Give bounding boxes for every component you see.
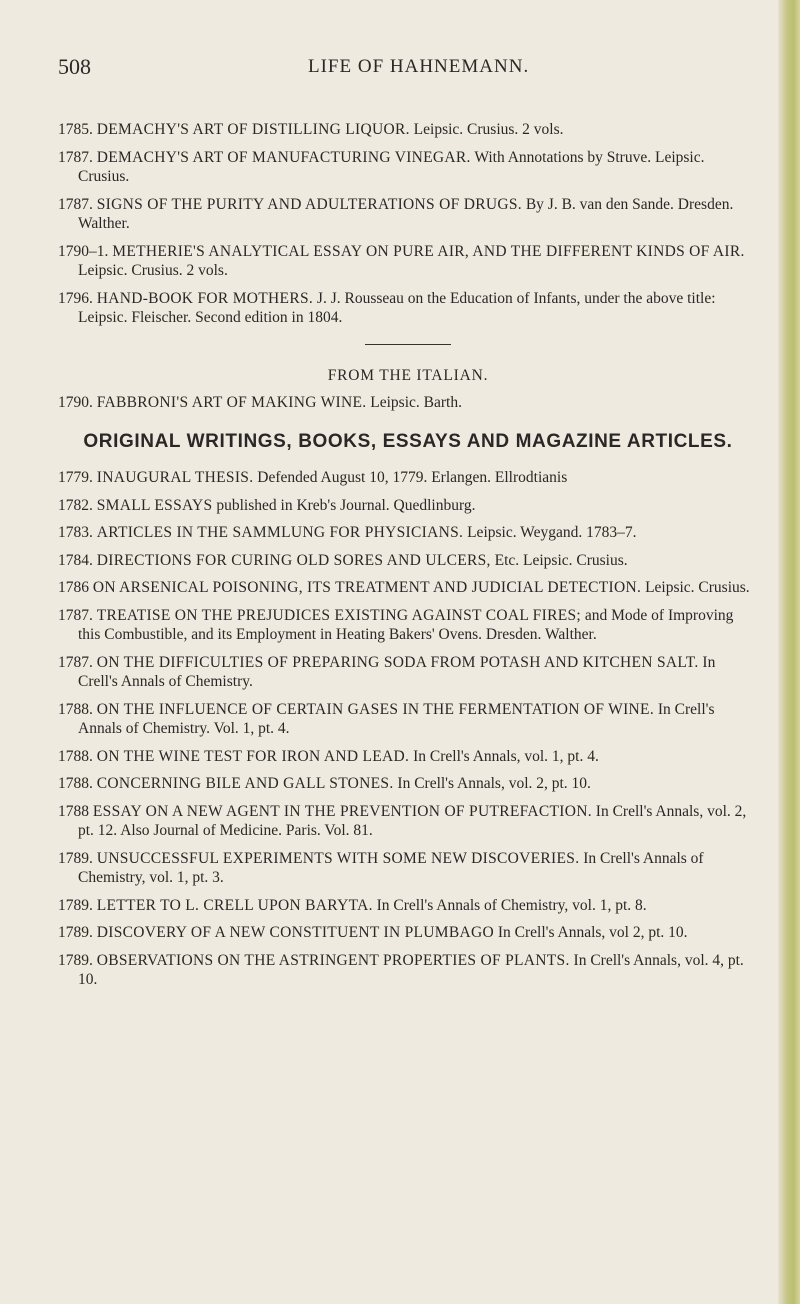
bibliography-entry xyxy=(58,148,758,187)
entry-details: In Crell's Annals of Chemistry, vol. 1, pt. 3. xyxy=(78,849,704,886)
bibliography-entry xyxy=(58,195,758,234)
entry-year: 1788 xyxy=(58,802,89,820)
entry-details: In Crell's Annals, vol. 1, pt. 4. xyxy=(413,747,599,765)
entry-details: In Crell's Annals, vol. 2, pt. 12. Also Journal of Medicine. Paris. Vol. 81. xyxy=(78,802,747,839)
entry-title: ON ARSENICAL POISONING, ITS TREATMENT AND JUDICIAL DETECTION. xyxy=(92,579,642,596)
entry-title: FABBRONI'S ART OF MAKING WINE. xyxy=(96,393,367,411)
entry-title: SMALL ESSAYS xyxy=(96,496,213,514)
entry-title: DEMACHY'S ART OF MANUFACTURING VINEGAR. xyxy=(96,148,471,166)
bibliography-entry xyxy=(58,551,758,571)
entry-title: ARTICLES IN THE SAMMLUNG FOR PHYSICIANS. xyxy=(96,524,464,541)
entry-title: ESSAY ON A NEW AGENT IN THE PREVENTION OF PUTREFACTION. xyxy=(92,802,592,820)
entry-details: With Annotations by Struve. Leipsic. Crusius. xyxy=(78,148,705,185)
page-header xyxy=(58,54,758,114)
bibliography-entry xyxy=(58,523,758,543)
italian-section-heading: FROM THE ITALIAN. xyxy=(327,366,489,384)
book-page xyxy=(58,0,758,998)
page-edge xyxy=(778,0,800,1304)
entry-details: In Crell's Annals, vol. 2, pt. 10. xyxy=(397,775,591,792)
entry-title: CONCERNING BILE AND GALL STONES. xyxy=(96,775,394,792)
bibliography-entry xyxy=(58,923,758,943)
entry-title: ON THE DIFFICULTIES OF PREPARING SODA FROM POTASH AND KITCHEN SALT. xyxy=(96,653,699,671)
entry-title: ON THE INFLUENCE OF CERTAIN GASES IN THE FERMENTATION OF WINE. xyxy=(96,700,654,718)
page-number: 508 xyxy=(58,54,91,79)
entry-year: 1790. xyxy=(58,393,93,411)
bibliography-entry xyxy=(58,774,758,794)
bibliography-entry xyxy=(58,700,758,739)
entry-details: J. J. Rousseau on the Education of Infants, under the above title: Leipsic. Fleischer. Second edition in 1804. xyxy=(78,289,716,326)
entry-details: and Mode of Improving this Combustible, and its Employment in Heating Bakers' Ovens. Dresden. Walther. xyxy=(78,606,734,643)
entry-year: 1782. xyxy=(58,496,93,514)
entry-year: 1787. xyxy=(58,195,93,213)
entry-title: OBSERVATIONS ON THE ASTRINGENT PROPERTIES OF PLANTS. xyxy=(96,951,570,969)
entry-year: 1783. xyxy=(58,524,93,541)
bibliography-entry xyxy=(58,606,758,645)
entry-year: 1789. xyxy=(58,951,93,969)
entry-title: ON THE WINE TEST FOR IRON AND LEAD. xyxy=(96,747,410,765)
entry-year: 1796. xyxy=(58,289,93,307)
entry-details: Etc. Leipsic. Crusius. xyxy=(494,551,628,569)
entry-year: 1787. xyxy=(58,148,93,166)
entry-year: 1788. xyxy=(58,775,93,792)
entry-year: 1789. xyxy=(58,924,93,941)
entry-details: Defended August 10, 1779. Erlangen. Ellrodtianis xyxy=(257,469,568,486)
entry-details: In Crell's Annals, vol 2, pt. 10. xyxy=(497,924,688,941)
bibliography-entry xyxy=(58,242,758,281)
entry-year: 1787. xyxy=(58,653,93,671)
entry-year: 1787. xyxy=(58,606,93,624)
entry-year: 1788. xyxy=(58,747,93,765)
german-translations-list xyxy=(58,120,758,328)
bibliography-entry xyxy=(58,747,758,767)
entry-year: 1786 xyxy=(58,579,89,596)
entry-details: Leipsic. Barth. xyxy=(370,393,462,411)
bibliography-entry xyxy=(58,653,758,692)
section-divider xyxy=(365,344,451,345)
entry-details: published in Kreb's Journal. Quedlinburg. xyxy=(216,496,476,514)
bibliography-entry xyxy=(58,849,758,888)
bibliography-entry xyxy=(58,578,758,598)
entry-details: Leipsic. Weygand. 1783–7. xyxy=(467,524,637,541)
original-writings-list xyxy=(58,468,758,990)
bibliography-entry xyxy=(58,802,758,841)
bibliography-entry xyxy=(58,468,758,488)
entry-title: DIRECTIONS FOR CURING OLD SORES AND ULCERS, xyxy=(96,551,491,569)
entry-details: In Crell's Annals of Chemistry. xyxy=(78,653,716,690)
bibliography-entry xyxy=(58,896,758,916)
entry-year: 1788. xyxy=(58,700,93,718)
entry-details: In Crell's Annals, vol. 4, pt. 10. xyxy=(78,951,744,988)
entry-details: In Crell's Annals of Chemistry, vol. 1, pt. 8. xyxy=(376,896,647,914)
entry-details: Leipsic. Crusius. 2 vols. xyxy=(413,121,564,138)
entry-title: METHERIE'S ANALYTICAL ESSAY ON PURE AIR, AND THE DIFFERENT KINDS OF AIR. xyxy=(112,242,745,260)
entry-year: 1784. xyxy=(58,551,93,569)
bibliography-entry xyxy=(58,393,758,413)
entry-year: 1785. xyxy=(58,121,93,138)
entry-year: 1789. xyxy=(58,849,93,867)
italian-translations-list xyxy=(58,393,758,413)
entry-year: 1779. xyxy=(58,469,93,486)
entry-year: 1789. xyxy=(58,896,93,914)
entry-title: SIGNS OF THE PURITY AND ADULTERATIONS OF DRUGS. xyxy=(96,195,522,213)
entry-title: INAUGURAL THESIS. xyxy=(96,469,254,486)
bibliography-entry xyxy=(58,496,758,516)
entry-title: LETTER TO L. CRELL UPON BARYTA. xyxy=(96,896,373,914)
entry-title: TREATISE ON THE PREJUDICES EXISTING AGAINST COAL FIRES; xyxy=(96,606,581,624)
running-head: LIFE OF HAHNEMANN. xyxy=(308,56,530,77)
entry-details: Leipsic. Crusius. 2 vols. xyxy=(78,262,228,279)
entry-details: By J. B. van den Sande. Dresden. Walther. xyxy=(78,195,734,232)
bibliography-entry xyxy=(58,951,758,990)
bibliography-entry xyxy=(58,120,758,140)
entry-details: In Crell's Annals of Chemistry. Vol. 1, pt. 4. xyxy=(78,700,715,737)
entry-details: Leipsic. Crusius. xyxy=(645,579,750,596)
entry-year: 1790–1. xyxy=(58,242,109,260)
original-writings-heading: ORIGINAL WRITINGS, BOOKS, ESSAYS AND MAGAZINE ARTICLES. xyxy=(83,431,733,452)
entry-title: UNSUCCESSFUL EXPERIMENTS WITH SOME NEW DISCOVERIES. xyxy=(96,849,580,867)
bibliography-entry xyxy=(58,289,758,328)
entry-title: DEMACHY'S ART OF DISTILLING LIQUOR. xyxy=(96,121,410,138)
entry-title: DISCOVERY OF A NEW CONSTITUENT IN PLUMBAGO xyxy=(96,924,495,941)
entry-title: HAND-BOOK FOR MOTHERS. xyxy=(96,289,314,307)
